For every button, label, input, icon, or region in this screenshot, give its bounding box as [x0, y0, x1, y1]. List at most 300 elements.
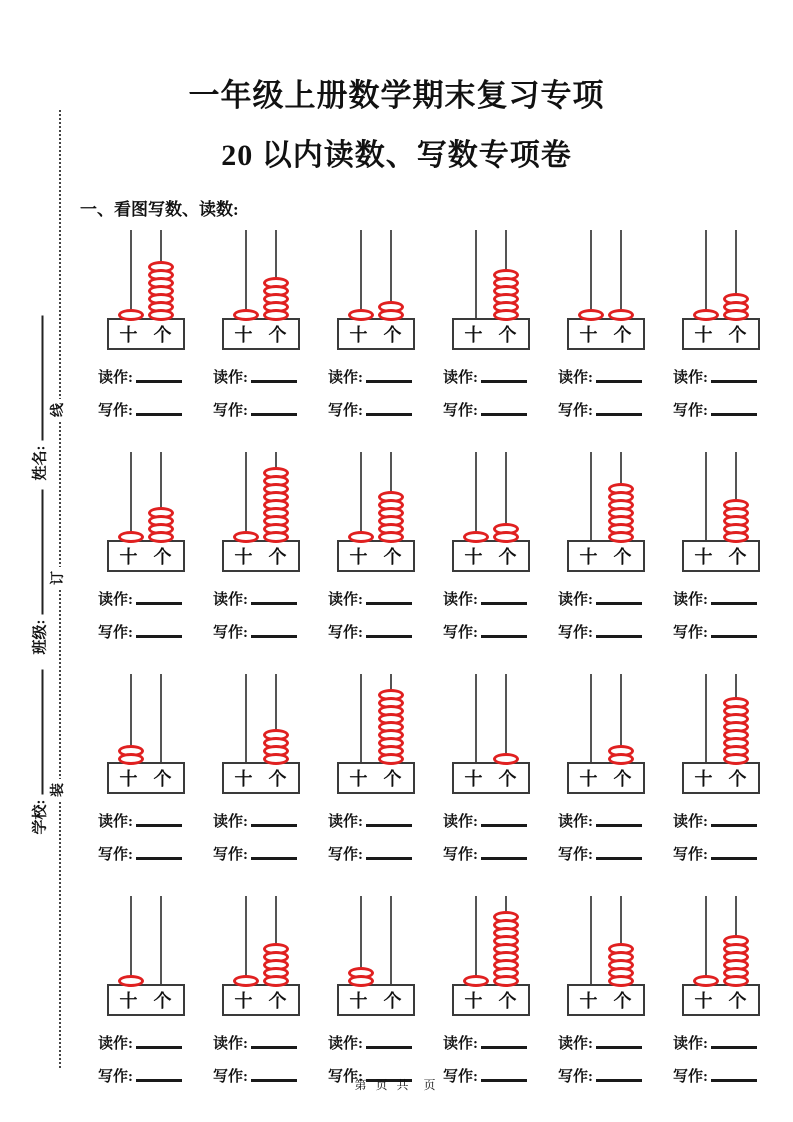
ones-beads — [493, 915, 519, 987]
tens-rod — [590, 452, 592, 540]
bead — [263, 309, 289, 321]
place-value-box — [337, 984, 415, 1016]
tens-symbol: 十 — [579, 769, 598, 789]
ones-beads — [378, 495, 404, 543]
abacus — [222, 452, 300, 572]
bead — [463, 975, 489, 987]
answers — [328, 360, 412, 426]
ones-symbol: 个 — [498, 325, 517, 345]
write-label: 写作: — [328, 847, 363, 863]
ones-rod — [735, 452, 737, 540]
read-blank — [136, 371, 182, 383]
read-label: 读作: — [98, 370, 133, 386]
tens-symbol: 十 — [694, 991, 713, 1011]
tens-symbol: 十 — [234, 547, 253, 567]
abacus-rod-zone — [222, 674, 300, 762]
abacus-rod-zone — [452, 452, 530, 540]
ones-rod — [160, 230, 162, 318]
tens-rod — [130, 452, 132, 540]
ones-rod — [390, 896, 392, 984]
tens-symbol: 十 — [349, 547, 368, 567]
tens-symbol: 十 — [349, 991, 368, 1011]
write-label: 写作: — [443, 847, 478, 863]
problem-cell — [548, 452, 663, 674]
read-label: 读作: — [558, 592, 593, 608]
problem-cell — [203, 452, 318, 674]
place-value-box — [222, 984, 300, 1016]
ones-beads — [148, 265, 174, 321]
problem-cell — [203, 674, 318, 896]
read-blank — [711, 371, 757, 383]
write-label: 写作: — [98, 1069, 133, 1085]
ones-symbol: 个 — [613, 769, 632, 789]
abacus-rod-zone — [222, 230, 300, 318]
write-blank — [366, 626, 412, 638]
ones-symbol: 个 — [728, 547, 747, 567]
answers — [328, 582, 412, 648]
problem-cell — [548, 230, 663, 452]
read-blank — [711, 815, 757, 827]
read-label: 读作: — [213, 1036, 248, 1052]
read-label: 读作: — [328, 370, 363, 386]
read-label: 读作: — [673, 370, 708, 386]
read-line — [558, 804, 642, 837]
read-label: 读作: — [443, 592, 478, 608]
bead — [148, 309, 174, 321]
write-label: 写作: — [328, 1069, 363, 1085]
read-label: 读作: — [443, 814, 478, 830]
place-value-box — [682, 984, 760, 1016]
page-footer: 第 页 共 页 — [354, 1078, 439, 1092]
tens-beads — [118, 535, 144, 543]
place-value-box — [567, 318, 645, 350]
tens-rod — [705, 230, 707, 318]
ones-symbol: 个 — [498, 991, 517, 1011]
read-line — [98, 1026, 182, 1059]
read-label: 读作: — [213, 370, 248, 386]
write-line — [558, 393, 642, 426]
read-line — [673, 804, 757, 837]
read-line — [673, 1026, 757, 1059]
tens-beads — [348, 535, 374, 543]
write-blank — [481, 404, 527, 416]
bead — [723, 975, 749, 987]
answers — [328, 804, 412, 870]
answers — [443, 582, 527, 648]
tens-beads — [233, 535, 259, 543]
read-line — [443, 582, 527, 615]
bead — [118, 309, 144, 321]
bead — [348, 531, 374, 543]
read-label: 读作: — [98, 592, 133, 608]
write-line — [673, 615, 757, 648]
problem-grid — [88, 230, 778, 1118]
answers — [558, 804, 642, 870]
read-line — [213, 804, 297, 837]
tens-rod — [360, 230, 362, 318]
write-line — [443, 615, 527, 648]
read-label: 读作: — [673, 592, 708, 608]
bead — [148, 531, 174, 543]
page-subtitle: 20 以内读数、写数专项卷 — [221, 139, 572, 172]
read-line — [98, 804, 182, 837]
tens-symbol: 十 — [464, 991, 483, 1011]
school-label: 学校: — [32, 799, 48, 835]
bead — [608, 531, 634, 543]
ones-rod — [735, 674, 737, 762]
ones-symbol: 个 — [498, 769, 517, 789]
ones-rod — [620, 452, 622, 540]
write-blank — [366, 404, 412, 416]
read-line — [213, 582, 297, 615]
ones-rod — [390, 230, 392, 318]
read-line — [558, 1026, 642, 1059]
read-blank — [711, 1037, 757, 1049]
place-value-box — [107, 984, 185, 1016]
ones-rod — [505, 674, 507, 762]
place-value-box — [107, 762, 185, 794]
write-label: 写作: — [98, 625, 133, 641]
problem-cell — [433, 674, 548, 896]
tens-beads — [463, 535, 489, 543]
ones-symbol: 个 — [383, 325, 402, 345]
tens-rod — [130, 896, 132, 984]
ones-rod — [275, 896, 277, 984]
problem-cell — [318, 452, 433, 674]
abacus — [682, 896, 760, 1016]
abacus-rod-zone — [107, 674, 185, 762]
ones-beads — [608, 487, 634, 543]
abacus — [107, 674, 185, 794]
write-blank — [711, 626, 757, 638]
read-line — [443, 360, 527, 393]
write-label: 写作: — [443, 625, 478, 641]
write-label: 写作: — [673, 1069, 708, 1085]
place-value-box — [107, 540, 185, 572]
abacus — [107, 896, 185, 1016]
tens-symbol: 十 — [579, 991, 598, 1011]
place-value-box — [337, 762, 415, 794]
write-label: 写作: — [443, 403, 478, 419]
write-label: 写作: — [213, 1069, 248, 1085]
read-label: 读作: — [443, 1036, 478, 1052]
tens-beads — [693, 313, 719, 321]
problem-cell — [318, 230, 433, 452]
ones-beads — [723, 503, 749, 543]
ones-beads — [723, 701, 749, 765]
tens-rod — [705, 896, 707, 984]
place-value-box — [682, 540, 760, 572]
binding-char-top: 线 — [46, 399, 68, 421]
write-label: 写作: — [98, 403, 133, 419]
write-blank — [251, 848, 297, 860]
read-blank — [251, 1037, 297, 1049]
write-blank — [596, 848, 642, 860]
write-label: 写作: — [213, 847, 248, 863]
read-line — [558, 582, 642, 615]
abacus — [452, 452, 530, 572]
write-line — [558, 837, 642, 870]
abacus-rod-zone — [452, 230, 530, 318]
abacus — [452, 674, 530, 794]
read-line — [98, 360, 182, 393]
write-line — [213, 615, 297, 648]
school-field — [29, 670, 49, 835]
place-value-box — [222, 540, 300, 572]
read-label: 读作: — [558, 1036, 593, 1052]
write-blank — [711, 848, 757, 860]
write-blank — [596, 404, 642, 416]
tens-rod — [245, 230, 247, 318]
read-blank — [481, 371, 527, 383]
bead — [578, 309, 604, 321]
place-value-box — [452, 984, 530, 1016]
ones-beads — [378, 305, 404, 321]
ones-beads — [493, 757, 519, 765]
abacus-rod-zone — [682, 896, 760, 984]
write-line — [328, 615, 412, 648]
abacus — [337, 452, 415, 572]
bead — [118, 753, 144, 765]
abacus — [222, 674, 300, 794]
bead — [493, 531, 519, 543]
bead — [608, 753, 634, 765]
tens-beads — [463, 979, 489, 987]
tens-symbol: 十 — [579, 325, 598, 345]
bead — [263, 531, 289, 543]
tens-symbol: 十 — [464, 769, 483, 789]
tens-rod — [475, 896, 477, 984]
read-blank — [136, 593, 182, 605]
problem-cell — [663, 230, 778, 452]
read-line — [443, 804, 527, 837]
abacus — [107, 452, 185, 572]
tens-rod — [590, 674, 592, 762]
read-label: 读作: — [213, 814, 248, 830]
abacus-rod-zone — [682, 230, 760, 318]
answers — [673, 804, 757, 870]
problem-cell — [663, 452, 778, 674]
tens-symbol: 十 — [694, 547, 713, 567]
class-field — [29, 490, 49, 655]
write-blank — [136, 626, 182, 638]
abacus-rod-zone — [682, 452, 760, 540]
binding-char-bottom: 装 — [46, 779, 68, 801]
tens-rod — [590, 896, 592, 984]
ones-rod — [160, 896, 162, 984]
answers — [213, 582, 297, 648]
write-line — [98, 615, 182, 648]
tens-symbol: 十 — [234, 769, 253, 789]
read-line — [443, 1026, 527, 1059]
write-blank — [366, 848, 412, 860]
tens-symbol: 十 — [694, 769, 713, 789]
class-blank — [34, 490, 43, 615]
place-value-box — [337, 318, 415, 350]
read-blank — [366, 371, 412, 383]
write-label: 写作: — [673, 625, 708, 641]
abacus — [337, 896, 415, 1016]
ones-beads — [263, 947, 289, 987]
tens-beads — [348, 971, 374, 987]
tens-beads — [118, 313, 144, 321]
answers — [443, 360, 527, 426]
bead — [608, 975, 634, 987]
write-blank — [251, 626, 297, 638]
ones-rod — [735, 230, 737, 318]
ones-rod — [390, 452, 392, 540]
place-value-box — [452, 318, 530, 350]
ones-symbol: 个 — [613, 325, 632, 345]
read-blank — [596, 815, 642, 827]
read-blank — [251, 593, 297, 605]
ones-rod — [160, 452, 162, 540]
bead — [263, 753, 289, 765]
abacus-rod-zone — [337, 452, 415, 540]
problem-cell — [433, 452, 548, 674]
ones-rod — [620, 896, 622, 984]
write-line — [673, 837, 757, 870]
ones-beads — [263, 281, 289, 321]
write-line — [673, 393, 757, 426]
abacus-rod-zone — [567, 674, 645, 762]
abacus — [567, 896, 645, 1016]
read-line — [213, 360, 297, 393]
write-label: 写作: — [558, 403, 593, 419]
write-blank — [136, 404, 182, 416]
bead — [378, 309, 404, 321]
write-blank — [251, 404, 297, 416]
read-label: 读作: — [98, 1036, 133, 1052]
problem-cell — [88, 452, 203, 674]
read-blank — [596, 593, 642, 605]
bead — [723, 309, 749, 321]
tens-beads — [118, 749, 144, 765]
abacus-rod-zone — [337, 896, 415, 984]
write-line — [213, 837, 297, 870]
abacus-rod-zone — [222, 896, 300, 984]
write-line — [98, 837, 182, 870]
read-label: 读作: — [328, 592, 363, 608]
ones-rod — [735, 896, 737, 984]
ones-rod — [505, 896, 507, 984]
ones-beads — [378, 693, 404, 765]
read-blank — [366, 1037, 412, 1049]
read-label: 读作: — [673, 814, 708, 830]
ones-symbol: 个 — [268, 325, 287, 345]
place-value-box — [222, 762, 300, 794]
bead — [463, 531, 489, 543]
tens-symbol: 十 — [119, 547, 138, 567]
read-blank — [596, 1037, 642, 1049]
ones-symbol: 个 — [153, 769, 172, 789]
read-blank — [136, 1037, 182, 1049]
read-blank — [481, 593, 527, 605]
answers — [443, 804, 527, 870]
ones-symbol: 个 — [383, 547, 402, 567]
read-blank — [366, 815, 412, 827]
abacus — [567, 674, 645, 794]
abacus — [567, 452, 645, 572]
ones-symbol: 个 — [613, 991, 632, 1011]
binding-char-middle: 订 — [46, 567, 68, 589]
bead — [493, 753, 519, 765]
write-label: 写作: — [673, 847, 708, 863]
ones-symbol: 个 — [728, 769, 747, 789]
bead — [693, 309, 719, 321]
write-line — [558, 615, 642, 648]
ones-rod — [505, 230, 507, 318]
write-label: 写作: — [213, 625, 248, 641]
tens-rod — [475, 230, 477, 318]
abacus — [222, 230, 300, 350]
bead — [348, 975, 374, 987]
place-value-box — [567, 762, 645, 794]
bead — [378, 531, 404, 543]
write-blank — [481, 848, 527, 860]
ones-symbol: 个 — [498, 547, 517, 567]
answers — [98, 360, 182, 426]
bead — [233, 531, 259, 543]
problem-cell — [663, 674, 778, 896]
bead — [233, 975, 259, 987]
ones-symbol: 个 — [383, 991, 402, 1011]
write-line — [328, 837, 412, 870]
bead — [378, 753, 404, 765]
bead — [693, 975, 719, 987]
abacus — [107, 230, 185, 350]
abacus-rod-zone — [107, 452, 185, 540]
write-label: 写作: — [673, 403, 708, 419]
read-blank — [251, 815, 297, 827]
tens-beads — [118, 979, 144, 987]
bead — [263, 975, 289, 987]
abacus — [337, 230, 415, 350]
problem-cell — [88, 674, 203, 896]
abacus-rod-zone — [107, 230, 185, 318]
ones-beads — [263, 471, 289, 543]
ones-rod — [275, 452, 277, 540]
tens-symbol: 十 — [119, 769, 138, 789]
tens-symbol: 十 — [579, 547, 598, 567]
ones-symbol: 个 — [728, 991, 747, 1011]
tens-rod — [475, 452, 477, 540]
ones-beads — [723, 297, 749, 321]
abacus — [567, 230, 645, 350]
write-blank — [596, 626, 642, 638]
place-value-box — [567, 984, 645, 1016]
write-label: 写作: — [558, 1069, 593, 1085]
ones-beads — [263, 733, 289, 765]
read-line — [328, 582, 412, 615]
tens-symbol: 十 — [694, 325, 713, 345]
ones-symbol: 个 — [268, 769, 287, 789]
answers — [98, 804, 182, 870]
write-label: 写作: — [443, 1069, 478, 1085]
tens-rod — [245, 674, 247, 762]
read-label: 读作: — [98, 814, 133, 830]
abacus-rod-zone — [682, 674, 760, 762]
read-label: 读作: — [328, 814, 363, 830]
place-value-box — [452, 762, 530, 794]
read-line — [328, 1026, 412, 1059]
place-value-box — [107, 318, 185, 350]
write-label: 写作: — [558, 625, 593, 641]
ones-rod — [505, 452, 507, 540]
answers — [673, 360, 757, 426]
abacus-rod-zone — [452, 674, 530, 762]
ones-rod — [620, 674, 622, 762]
